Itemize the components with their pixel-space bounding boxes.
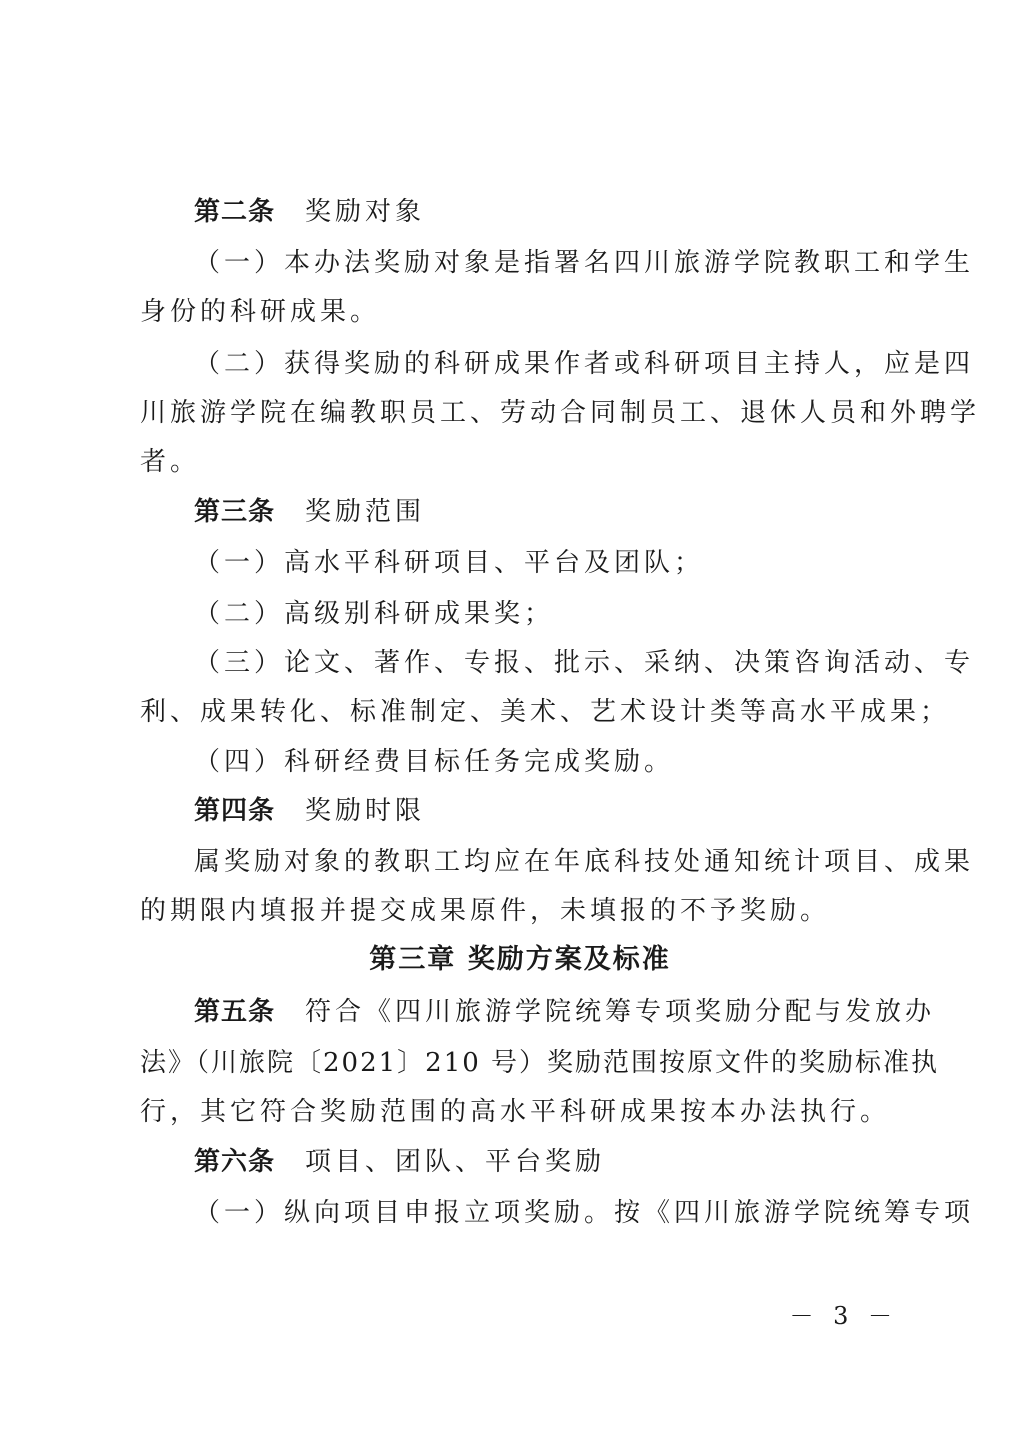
article-3-title: 第三条 <box>194 497 276 527</box>
article-2-para-1-line-1: （一）本办法奖励对象是指署名四川旅游学院教职工和学生 <box>194 248 975 278</box>
article-4-title: 第四条 <box>194 796 276 826</box>
article-5-line-2: 法》（川旅院〔2021〕210 号）奖励范围按原文件的奖励标准执 <box>140 1048 940 1078</box>
article-4-heading <box>194 791 900 831</box>
article-4-para-line-2: 的期限内填报并提交成果原件，未填报的不予奖励。 <box>140 896 831 926</box>
article-2-para-2-line-2: 川旅游学院在编教职员工、劳动合同制员工、退休人员和外聘学 <box>140 398 981 428</box>
article-3-item-2: （二）高级别科研成果奖； <box>194 599 555 629</box>
article-2-para-1-line-2: 身份的科研成果。 <box>140 297 381 327</box>
article-3-heading-text: 奖励范围 <box>305 497 426 527</box>
article-5-text-1: 符合《四川旅游学院统筹专项奖励分配与发放办 <box>305 997 936 1027</box>
article-5-title: 第五条 <box>194 997 276 1027</box>
article-2-title: 第二条 <box>194 197 276 227</box>
page-number: － 3 － <box>789 1302 898 1330</box>
article-4-para-line-1: 属奖励对象的教职工均应在年底科技处通知统计项目、成果 <box>194 847 975 877</box>
article-2-heading <box>194 192 900 232</box>
article-3-item-4: （四）科研经费目标任务完成奖励。 <box>194 747 675 777</box>
article-2-para-2-line-3: 者。 <box>140 447 201 477</box>
article-2-heading-text: 奖励对象 <box>305 197 426 227</box>
article-4-heading-text: 奖励时限 <box>305 796 426 826</box>
article-3-item-3-line-1: （三）论文、著作、专报、批示、采纳、决策咨询活动、专 <box>194 648 975 678</box>
article-3-item-3-line-2: 利、成果转化、标准制定、美术、艺术设计类等高水平成果； <box>140 697 951 727</box>
chapter-3-title: 第三章 奖励方案及标准 <box>369 944 671 975</box>
article-6-title: 第六条 <box>194 1147 276 1177</box>
article-3-heading <box>194 492 900 532</box>
article-2-para-2-line-1: （二）获得奖励的科研成果作者或科研项目主持人，应是四 <box>194 349 975 379</box>
article-3-item-1: （一）高水平科研项目、平台及团队； <box>194 548 705 578</box>
article-6-para-line-1: （一）纵向项目申报立项奖励。按《四川旅游学院统筹专项 <box>194 1198 975 1228</box>
article-6-heading-text: 项目、团队、平台奖励 <box>305 1147 606 1177</box>
article-5-line-1 <box>194 992 936 1032</box>
article-6-heading <box>194 1142 900 1182</box>
article-5-line-3: 行，其它符合奖励范围的高水平科研成果按本办法执行。 <box>140 1097 891 1127</box>
